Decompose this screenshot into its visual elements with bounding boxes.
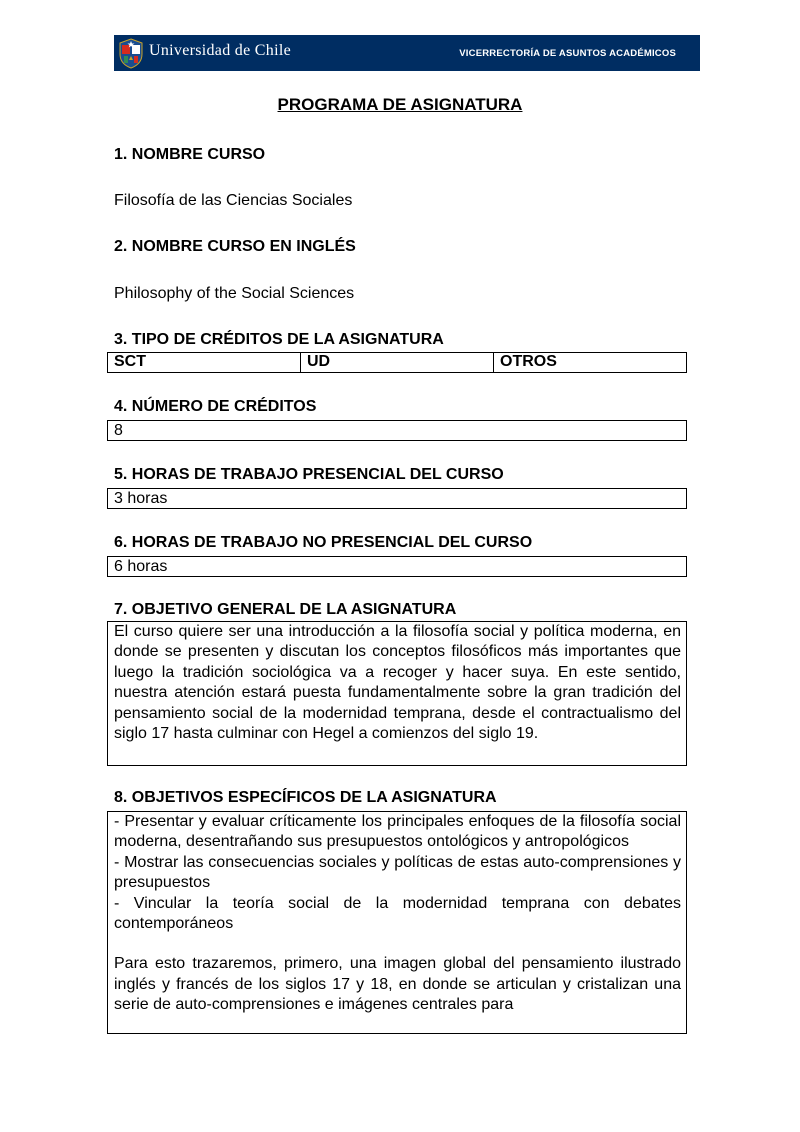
course-name-english-value: Philosophy of the Social Sciences: [114, 285, 355, 302]
credits-number-box: [107, 420, 687, 441]
section-4-heading: 4. NÚMERO DE CRÉDITOS: [114, 398, 317, 415]
section-5-heading: 5. HORAS DE TRABAJO PRESENCIAL DEL CURSO: [114, 466, 504, 483]
general-objective-text: El curso quiere ser una introducción a la filosofía social y política moderna, en donde se presenten y discutan los conceptos filosóficos más importantes que luego la tradición sociológica va a recoger y hacer suya. En este sentido, nuestra atención estará puesta fundamentalmente sobre la gran tradición del pensamiento social de la modernidad temprana, desde el contractualismo del siglo 17 hasta culminar con Hegel a comienzos del siglo 19.: [114, 623, 681, 743]
objectives-paragraph: Para esto trazaremos, primero, una imagen global del pensamiento ilustrado inglés y francés de los siglos 17 y 18, en donde se articulan y cristalizan una serie de auto-comprensiones e imágenes centrales para: [114, 955, 681, 1014]
section-3-heading: 3. TIPO DE CRÉDITOS DE LA ASIGNATURA: [114, 331, 444, 348]
university-name: Universidad de Chile: [149, 42, 291, 59]
course-name-value: Filosofía de las Ciencias Sociales: [114, 192, 353, 209]
specific-objectives-box: [107, 811, 687, 1034]
non-presential-hours-box: [107, 556, 687, 577]
university-header-banner: [114, 35, 700, 71]
presential-hours-value: 3 horas: [114, 490, 168, 507]
specific-objectives-text: [114, 812, 681, 1016]
presential-hours-box: [107, 488, 687, 509]
section-6-heading: 6. HORAS DE TRABAJO NO PRESENCIAL DEL CURSO: [114, 534, 533, 551]
general-objective-box: [107, 621, 687, 766]
credit-type-ud: UD: [301, 353, 494, 372]
section-1-heading: 1. NOMBRE CURSO: [114, 146, 266, 163]
section-2-heading: 2. NOMBRE CURSO EN INGLÉS: [114, 238, 356, 255]
credit-type-otros: OTROS: [500, 353, 557, 370]
objective-item: - Presentar y evaluar críticamente los principales enfoques de la filosofía social moderna, desentrañando sus presupuestos ontológicos y antropológicos: [114, 813, 681, 851]
blank-line: [114, 934, 681, 954]
objective-item: - Mostrar las consecuencias sociales y políticas de estas auto-comprensiones y presupuestos: [114, 853, 681, 892]
non-presential-hours-value: 6 horas: [114, 558, 168, 575]
credits-number-value: 8: [114, 422, 123, 439]
credit-type-table: [107, 352, 687, 373]
credit-type-sct: SCT: [108, 353, 301, 372]
university-crest-icon: [118, 38, 144, 69]
vicerrectoria-label: VICERRECTORÍA DE ASUNTOS ACADÉMICOS: [459, 48, 676, 59]
section-8-heading: 8. OBJETIVOS ESPECÍFICOS DE LA ASIGNATURA: [114, 789, 497, 806]
page-title: PROGRAMA DE ASIGNATURA: [277, 95, 523, 114]
section-7-heading: 7. OBJETIVO GENERAL DE LA ASIGNATURA: [114, 601, 457, 618]
objective-item: - Vincular la teoría social de la modernidad temprana con debates contemporáneos: [114, 894, 681, 933]
